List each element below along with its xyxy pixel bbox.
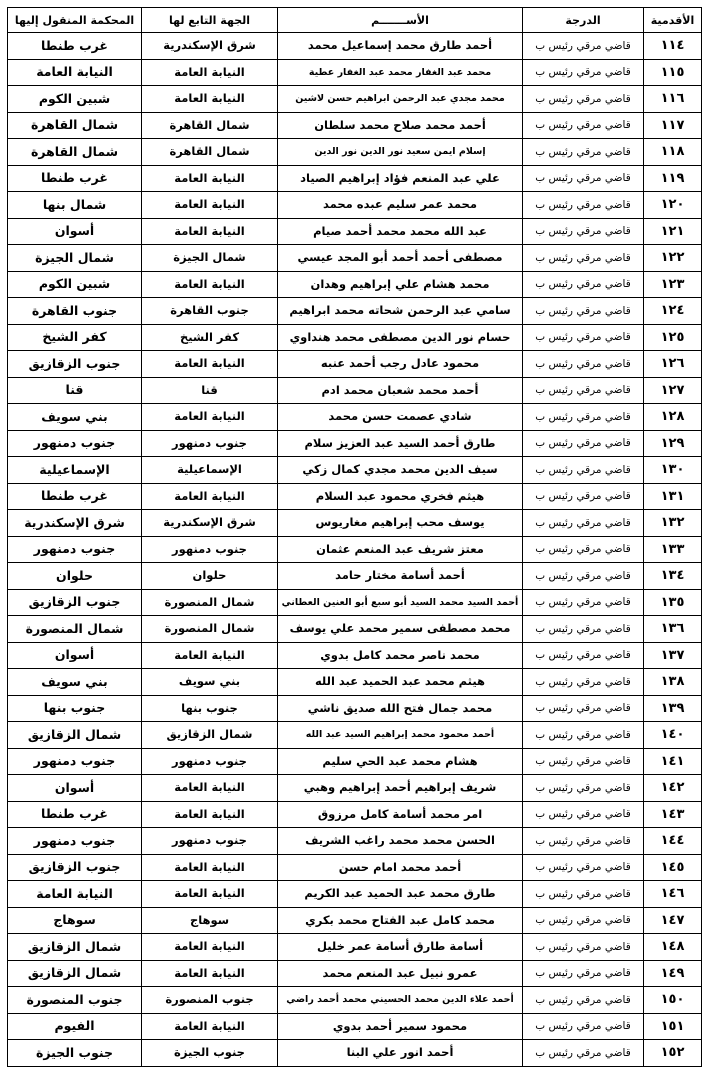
- to-court-cell: شبين الكوم: [8, 271, 142, 298]
- header-seniority: الأقدمية: [644, 8, 702, 33]
- table-row: [8, 775, 702, 802]
- name-cell: طارق محمد عبد الحميد عبد الكريم: [278, 881, 523, 908]
- table-row: [8, 271, 702, 298]
- table-row: [8, 934, 702, 961]
- table-row: [8, 642, 702, 669]
- seniority-cell: ١٢٢: [644, 245, 702, 272]
- from-body-cell: النيابة العامة: [142, 404, 278, 431]
- seniority-cell: ١١٧: [644, 112, 702, 139]
- grade-cell: قاضي مرقي رئيس ب: [523, 934, 644, 961]
- grade-cell: قاضي مرقي رئيس ب: [523, 828, 644, 855]
- name-cell: أحمد محمد صلاح محمد سلطان: [278, 112, 523, 139]
- seniority-cell: ١٤١: [644, 748, 702, 775]
- from-body-cell: النيابة العامة: [142, 801, 278, 828]
- table-row: [8, 430, 702, 457]
- from-body-cell: حلوان: [142, 563, 278, 590]
- from-body-cell: جنوب القاهرة: [142, 298, 278, 325]
- name-cell: شادي عصمت حسن محمد: [278, 404, 523, 431]
- grade-cell: قاضي مرقي رئيس ب: [523, 430, 644, 457]
- name-cell: سيف الدين محمد مجدي كمال زكي: [278, 457, 523, 484]
- to-court-cell: حلوان: [8, 563, 142, 590]
- to-court-cell: شمال الزقازيق: [8, 722, 142, 749]
- from-body-cell: جنوب دمنهور: [142, 748, 278, 775]
- name-cell: أحمد انور علي البنا: [278, 1040, 523, 1067]
- to-court-cell: أسوان: [8, 642, 142, 669]
- seniority-cell: ١٣٣: [644, 536, 702, 563]
- grade-cell: قاضي مرقي رئيس ب: [523, 669, 644, 696]
- seniority-cell: ١٤٩: [644, 960, 702, 987]
- table-row: [8, 536, 702, 563]
- grade-cell: قاضي مرقي رئيس ب: [523, 377, 644, 404]
- name-cell: حسام نور الدين مصطفى محمد هنداوي: [278, 324, 523, 351]
- seniority-cell: ١٢٩: [644, 430, 702, 457]
- to-court-cell: غرب طنطا: [8, 801, 142, 828]
- grade-cell: قاضي مرقي رئيس ب: [523, 86, 644, 113]
- from-body-cell: النيابة العامة: [142, 351, 278, 378]
- grade-cell: قاضي مرقي رئيس ب: [523, 33, 644, 60]
- name-cell: أحمد علاء الدين محمد الحسيني محمد أحمد راضي: [278, 987, 523, 1014]
- from-body-cell: جنوب الجيزة: [142, 1040, 278, 1067]
- seniority-cell: ١١٨: [644, 139, 702, 166]
- to-court-cell: قنا: [8, 377, 142, 404]
- to-court-cell: كفر الشيخ: [8, 324, 142, 351]
- seniority-cell: ١٢٠: [644, 192, 702, 219]
- grade-cell: قاضي مرقي رئيس ب: [523, 987, 644, 1014]
- name-cell: أحمد محمود محمد إبراهيم السيد عبد الله: [278, 722, 523, 749]
- table-row: [8, 139, 702, 166]
- from-body-cell: سوهاج: [142, 907, 278, 934]
- name-cell: محمد هشام علي إبراهيم وهدان: [278, 271, 523, 298]
- to-court-cell: شمال القاهرة: [8, 112, 142, 139]
- name-cell: محمد ناصر محمد كامل بدوي: [278, 642, 523, 669]
- seniority-cell: ١٤٢: [644, 775, 702, 802]
- to-court-cell: جنوب بنها: [8, 695, 142, 722]
- name-cell: أحمد السيد محمد السيد أبو سبع أبو العنين العطاني: [278, 589, 523, 616]
- table-row: [8, 1040, 702, 1067]
- grade-cell: قاضي مرقي رئيس ب: [523, 907, 644, 934]
- grade-cell: قاضي مرقي رئيس ب: [523, 854, 644, 881]
- grade-cell: قاضي مرقي رئيس ب: [523, 775, 644, 802]
- from-body-cell: النيابة العامة: [142, 192, 278, 219]
- roster-sheet: [7, 7, 701, 1067]
- to-court-cell: جنوب دمنهور: [8, 430, 142, 457]
- name-cell: إسلام ايمن سعيد نور الدين نور الدين: [278, 139, 523, 166]
- from-body-cell: النيابة العامة: [142, 881, 278, 908]
- grade-cell: قاضي مرقي رئيس ب: [523, 642, 644, 669]
- seniority-cell: ١٣٠: [644, 457, 702, 484]
- seniority-cell: ١٢٧: [644, 377, 702, 404]
- grade-cell: قاضي مرقي رئيس ب: [523, 616, 644, 643]
- table-row: [8, 563, 702, 590]
- grade-cell: قاضي مرقي رئيس ب: [523, 536, 644, 563]
- table-row: [8, 457, 702, 484]
- to-court-cell: الإسماعيلية: [8, 457, 142, 484]
- seniority-cell: ١٣٥: [644, 589, 702, 616]
- from-body-cell: النيابة العامة: [142, 483, 278, 510]
- seniority-cell: ١٣٨: [644, 669, 702, 696]
- seniority-cell: ١٢٦: [644, 351, 702, 378]
- grade-cell: قاضي مرقي رئيس ب: [523, 960, 644, 987]
- name-cell: محمد مجدي عبد الرحمن ابراهيم حسن لاشين: [278, 86, 523, 113]
- table-row: [8, 1013, 702, 1040]
- seniority-cell: ١٤٠: [644, 722, 702, 749]
- to-court-cell: شمال بنها: [8, 192, 142, 219]
- header-grade: الدرجة: [523, 8, 644, 33]
- grade-cell: قاضي مرقي رئيس ب: [523, 271, 644, 298]
- grade-cell: قاضي مرقي رئيس ب: [523, 483, 644, 510]
- from-body-cell: شمال القاهرة: [142, 112, 278, 139]
- to-court-cell: النيابة العامة: [8, 881, 142, 908]
- to-court-cell: جنوب دمنهور: [8, 748, 142, 775]
- from-body-cell: شمال الزقازيق: [142, 722, 278, 749]
- grade-cell: قاضي مرقي رئيس ب: [523, 801, 644, 828]
- to-court-cell: جنوب القاهرة: [8, 298, 142, 325]
- name-cell: علي عبد المنعم فؤاد إبراهيم الصياد: [278, 165, 523, 192]
- header-to-court: المحكمة المنقول إليها: [8, 8, 142, 33]
- to-court-cell: بني سويف: [8, 669, 142, 696]
- table-row: [8, 298, 702, 325]
- to-court-cell: جنوب الزقازيق: [8, 351, 142, 378]
- to-court-cell: جنوب الزقازيق: [8, 854, 142, 881]
- table-row: [8, 695, 702, 722]
- seniority-cell: ١٢١: [644, 218, 702, 245]
- name-cell: أحمد أسامة مختار حامد: [278, 563, 523, 590]
- grade-cell: قاضي مرقي رئيس ب: [523, 1013, 644, 1040]
- grade-cell: قاضي مرقي رئيس ب: [523, 112, 644, 139]
- table-row: [8, 86, 702, 113]
- seniority-cell: ١٥٢: [644, 1040, 702, 1067]
- grade-cell: قاضي مرقي رئيس ب: [523, 881, 644, 908]
- table-row: [8, 616, 702, 643]
- seniority-cell: ١٤٤: [644, 828, 702, 855]
- table-row: [8, 377, 702, 404]
- table-row: [8, 324, 702, 351]
- name-cell: محمود سمير أحمد بدوي: [278, 1013, 523, 1040]
- from-body-cell: جنوب دمنهور: [142, 430, 278, 457]
- grade-cell: قاضي مرقي رئيس ب: [523, 245, 644, 272]
- seniority-cell: ١٤٨: [644, 934, 702, 961]
- name-cell: محمد جمال فتح الله صديق ناشي: [278, 695, 523, 722]
- from-body-cell: جنوب دمنهور: [142, 828, 278, 855]
- to-court-cell: الفيوم: [8, 1013, 142, 1040]
- transfer-table: [7, 7, 702, 1067]
- from-body-cell: كفر الشيخ: [142, 324, 278, 351]
- name-cell: أحمد محمد امام حسن: [278, 854, 523, 881]
- table-row: [8, 722, 702, 749]
- table-row: [8, 854, 702, 881]
- from-body-cell: جنوب المنصورة: [142, 987, 278, 1014]
- table-row: [8, 669, 702, 696]
- grade-cell: قاضي مرقي رئيس ب: [523, 218, 644, 245]
- from-body-cell: بني سويف: [142, 669, 278, 696]
- seniority-cell: ١٣٦: [644, 616, 702, 643]
- name-cell: أسامة طارق أسامة عمر خليل: [278, 934, 523, 961]
- to-court-cell: شرق الإسكندرية: [8, 510, 142, 537]
- seniority-cell: ١٢٥: [644, 324, 702, 351]
- grade-cell: قاضي مرقي رئيس ب: [523, 722, 644, 749]
- header-row: [8, 8, 702, 33]
- from-body-cell: جنوب بنها: [142, 695, 278, 722]
- table-row: [8, 351, 702, 378]
- grade-cell: قاضي مرقي رئيس ب: [523, 563, 644, 590]
- seniority-cell: ١٣٤: [644, 563, 702, 590]
- table-row: [8, 748, 702, 775]
- from-body-cell: النيابة العامة: [142, 218, 278, 245]
- to-court-cell: أسوان: [8, 775, 142, 802]
- from-body-cell: شمال المنصورة: [142, 616, 278, 643]
- name-cell: أحمد طارق محمد إسماعيل محمد: [278, 33, 523, 60]
- name-cell: يوسف محب إبراهيم مغاريوس: [278, 510, 523, 537]
- grade-cell: قاضي مرقي رئيس ب: [523, 139, 644, 166]
- name-cell: محمد عبد الغفار محمد عبد الغفار عطية: [278, 59, 523, 86]
- name-cell: طارق أحمد السيد عبد العزيز سلام: [278, 430, 523, 457]
- table-row: [8, 112, 702, 139]
- from-body-cell: النيابة العامة: [142, 1013, 278, 1040]
- grade-cell: قاضي مرقي رئيس ب: [523, 351, 644, 378]
- name-cell: أحمد محمد شعبان محمد ادم: [278, 377, 523, 404]
- to-court-cell: جنوب دمنهور: [8, 536, 142, 563]
- table-row: [8, 33, 702, 60]
- to-court-cell: شبين الكوم: [8, 86, 142, 113]
- from-body-cell: شرق الإسكندرية: [142, 33, 278, 60]
- seniority-cell: ١٣١: [644, 483, 702, 510]
- name-cell: هيثم فخري محمود عبد السلام: [278, 483, 523, 510]
- seniority-cell: ١٢٤: [644, 298, 702, 325]
- from-body-cell: النيابة العامة: [142, 86, 278, 113]
- to-court-cell: شمال القاهرة: [8, 139, 142, 166]
- from-body-cell: شمال المنصورة: [142, 589, 278, 616]
- table-row: [8, 218, 702, 245]
- to-court-cell: غرب طنطا: [8, 483, 142, 510]
- seniority-cell: ١٥١: [644, 1013, 702, 1040]
- grade-cell: قاضي مرقي رئيس ب: [523, 59, 644, 86]
- grade-cell: قاضي مرقي رئيس ب: [523, 298, 644, 325]
- header-from-body: الجهة التابع لها: [142, 8, 278, 33]
- grade-cell: قاضي مرقي رئيس ب: [523, 510, 644, 537]
- grade-cell: قاضي مرقي رئيس ب: [523, 748, 644, 775]
- grade-cell: قاضي مرقي رئيس ب: [523, 165, 644, 192]
- name-cell: الحسن محمد محمد راغب الشريف: [278, 828, 523, 855]
- from-body-cell: النيابة العامة: [142, 642, 278, 669]
- from-body-cell: النيابة العامة: [142, 960, 278, 987]
- from-body-cell: قنا: [142, 377, 278, 404]
- seniority-cell: ١٥٠: [644, 987, 702, 1014]
- name-cell: محمد عمر سليم عبده محمد: [278, 192, 523, 219]
- seniority-cell: ١٤٦: [644, 881, 702, 908]
- grade-cell: قاضي مرقي رئيس ب: [523, 1040, 644, 1067]
- grade-cell: قاضي مرقي رئيس ب: [523, 404, 644, 431]
- name-cell: محمد كامل عبد الفتاح محمد بكري: [278, 907, 523, 934]
- to-court-cell: أسوان: [8, 218, 142, 245]
- from-body-cell: النيابة العامة: [142, 59, 278, 86]
- name-cell: عبد الله محمد محمد أحمد صيام: [278, 218, 523, 245]
- from-body-cell: النيابة العامة: [142, 775, 278, 802]
- name-cell: سامي عبد الرحمن شحاته محمد ابراهيم: [278, 298, 523, 325]
- table-row: [8, 801, 702, 828]
- table-row: [8, 589, 702, 616]
- table-row: [8, 828, 702, 855]
- to-court-cell: بني سويف: [8, 404, 142, 431]
- table-row: [8, 881, 702, 908]
- table-body: [8, 33, 702, 1067]
- to-court-cell: غرب طنطا: [8, 165, 142, 192]
- table-row: [8, 404, 702, 431]
- seniority-cell: ١٢٨: [644, 404, 702, 431]
- table-row: [8, 59, 702, 86]
- from-body-cell: النيابة العامة: [142, 934, 278, 961]
- table-row: [8, 192, 702, 219]
- table-row: [8, 510, 702, 537]
- table-row: [8, 165, 702, 192]
- name-cell: شريف إبراهيم أحمد إبراهيم وهبي: [278, 775, 523, 802]
- name-cell: هشام محمد عبد الحي سليم: [278, 748, 523, 775]
- seniority-cell: ١٤٧: [644, 907, 702, 934]
- to-court-cell: جنوب دمنهور: [8, 828, 142, 855]
- to-court-cell: شمال الزقازيق: [8, 960, 142, 987]
- from-body-cell: شمال الجيزة: [142, 245, 278, 272]
- from-body-cell: شمال القاهرة: [142, 139, 278, 166]
- seniority-cell: ١٢٣: [644, 271, 702, 298]
- table-row: [8, 987, 702, 1014]
- seniority-cell: ١٣٧: [644, 642, 702, 669]
- header-name: الأســـــــم: [278, 8, 523, 33]
- to-court-cell: جنوب الزقازيق: [8, 589, 142, 616]
- grade-cell: قاضي مرقي رئيس ب: [523, 192, 644, 219]
- seniority-cell: ١٤٥: [644, 854, 702, 881]
- to-court-cell: غرب طنطا: [8, 33, 142, 60]
- grade-cell: قاضي مرقي رئيس ب: [523, 695, 644, 722]
- table-row: [8, 483, 702, 510]
- seniority-cell: ١١٤: [644, 33, 702, 60]
- seniority-cell: ١٣٩: [644, 695, 702, 722]
- seniority-cell: ١٣٢: [644, 510, 702, 537]
- to-court-cell: شمال المنصورة: [8, 616, 142, 643]
- seniority-cell: ١١٦: [644, 86, 702, 113]
- name-cell: محمد مصطفى سمير محمد علي يوسف: [278, 616, 523, 643]
- seniority-cell: ١١٩: [644, 165, 702, 192]
- to-court-cell: جنوب المنصورة: [8, 987, 142, 1014]
- grade-cell: قاضي مرقي رئيس ب: [523, 324, 644, 351]
- seniority-cell: ١١٥: [644, 59, 702, 86]
- name-cell: امر محمد أسامة كامل مرزوق: [278, 801, 523, 828]
- from-body-cell: جنوب دمنهور: [142, 536, 278, 563]
- name-cell: مصطفى أحمد أحمد أبو المجد عيسي: [278, 245, 523, 272]
- to-court-cell: شمال الجيزة: [8, 245, 142, 272]
- grade-cell: قاضي مرقي رئيس ب: [523, 457, 644, 484]
- to-court-cell: جنوب الجيزة: [8, 1040, 142, 1067]
- from-body-cell: النيابة العامة: [142, 271, 278, 298]
- table-row: [8, 245, 702, 272]
- name-cell: هيثم محمد عبد الحميد عبد الله: [278, 669, 523, 696]
- name-cell: محمود عادل رجب أحمد عنبه: [278, 351, 523, 378]
- grade-cell: قاضي مرقي رئيس ب: [523, 589, 644, 616]
- seniority-cell: ١٤٣: [644, 801, 702, 828]
- to-court-cell: شمال الزقازيق: [8, 934, 142, 961]
- from-body-cell: الإسماعيلية: [142, 457, 278, 484]
- from-body-cell: النيابة العامة: [142, 854, 278, 881]
- name-cell: عمرو نبيل عبد المنعم محمد: [278, 960, 523, 987]
- table-header: [8, 8, 702, 33]
- to-court-cell: سوهاج: [8, 907, 142, 934]
- from-body-cell: شرق الإسكندرية: [142, 510, 278, 537]
- from-body-cell: النيابة العامة: [142, 165, 278, 192]
- table-row: [8, 907, 702, 934]
- table-row: [8, 960, 702, 987]
- to-court-cell: النيابة العامة: [8, 59, 142, 86]
- name-cell: معتز شريف عبد المنعم عثمان: [278, 536, 523, 563]
